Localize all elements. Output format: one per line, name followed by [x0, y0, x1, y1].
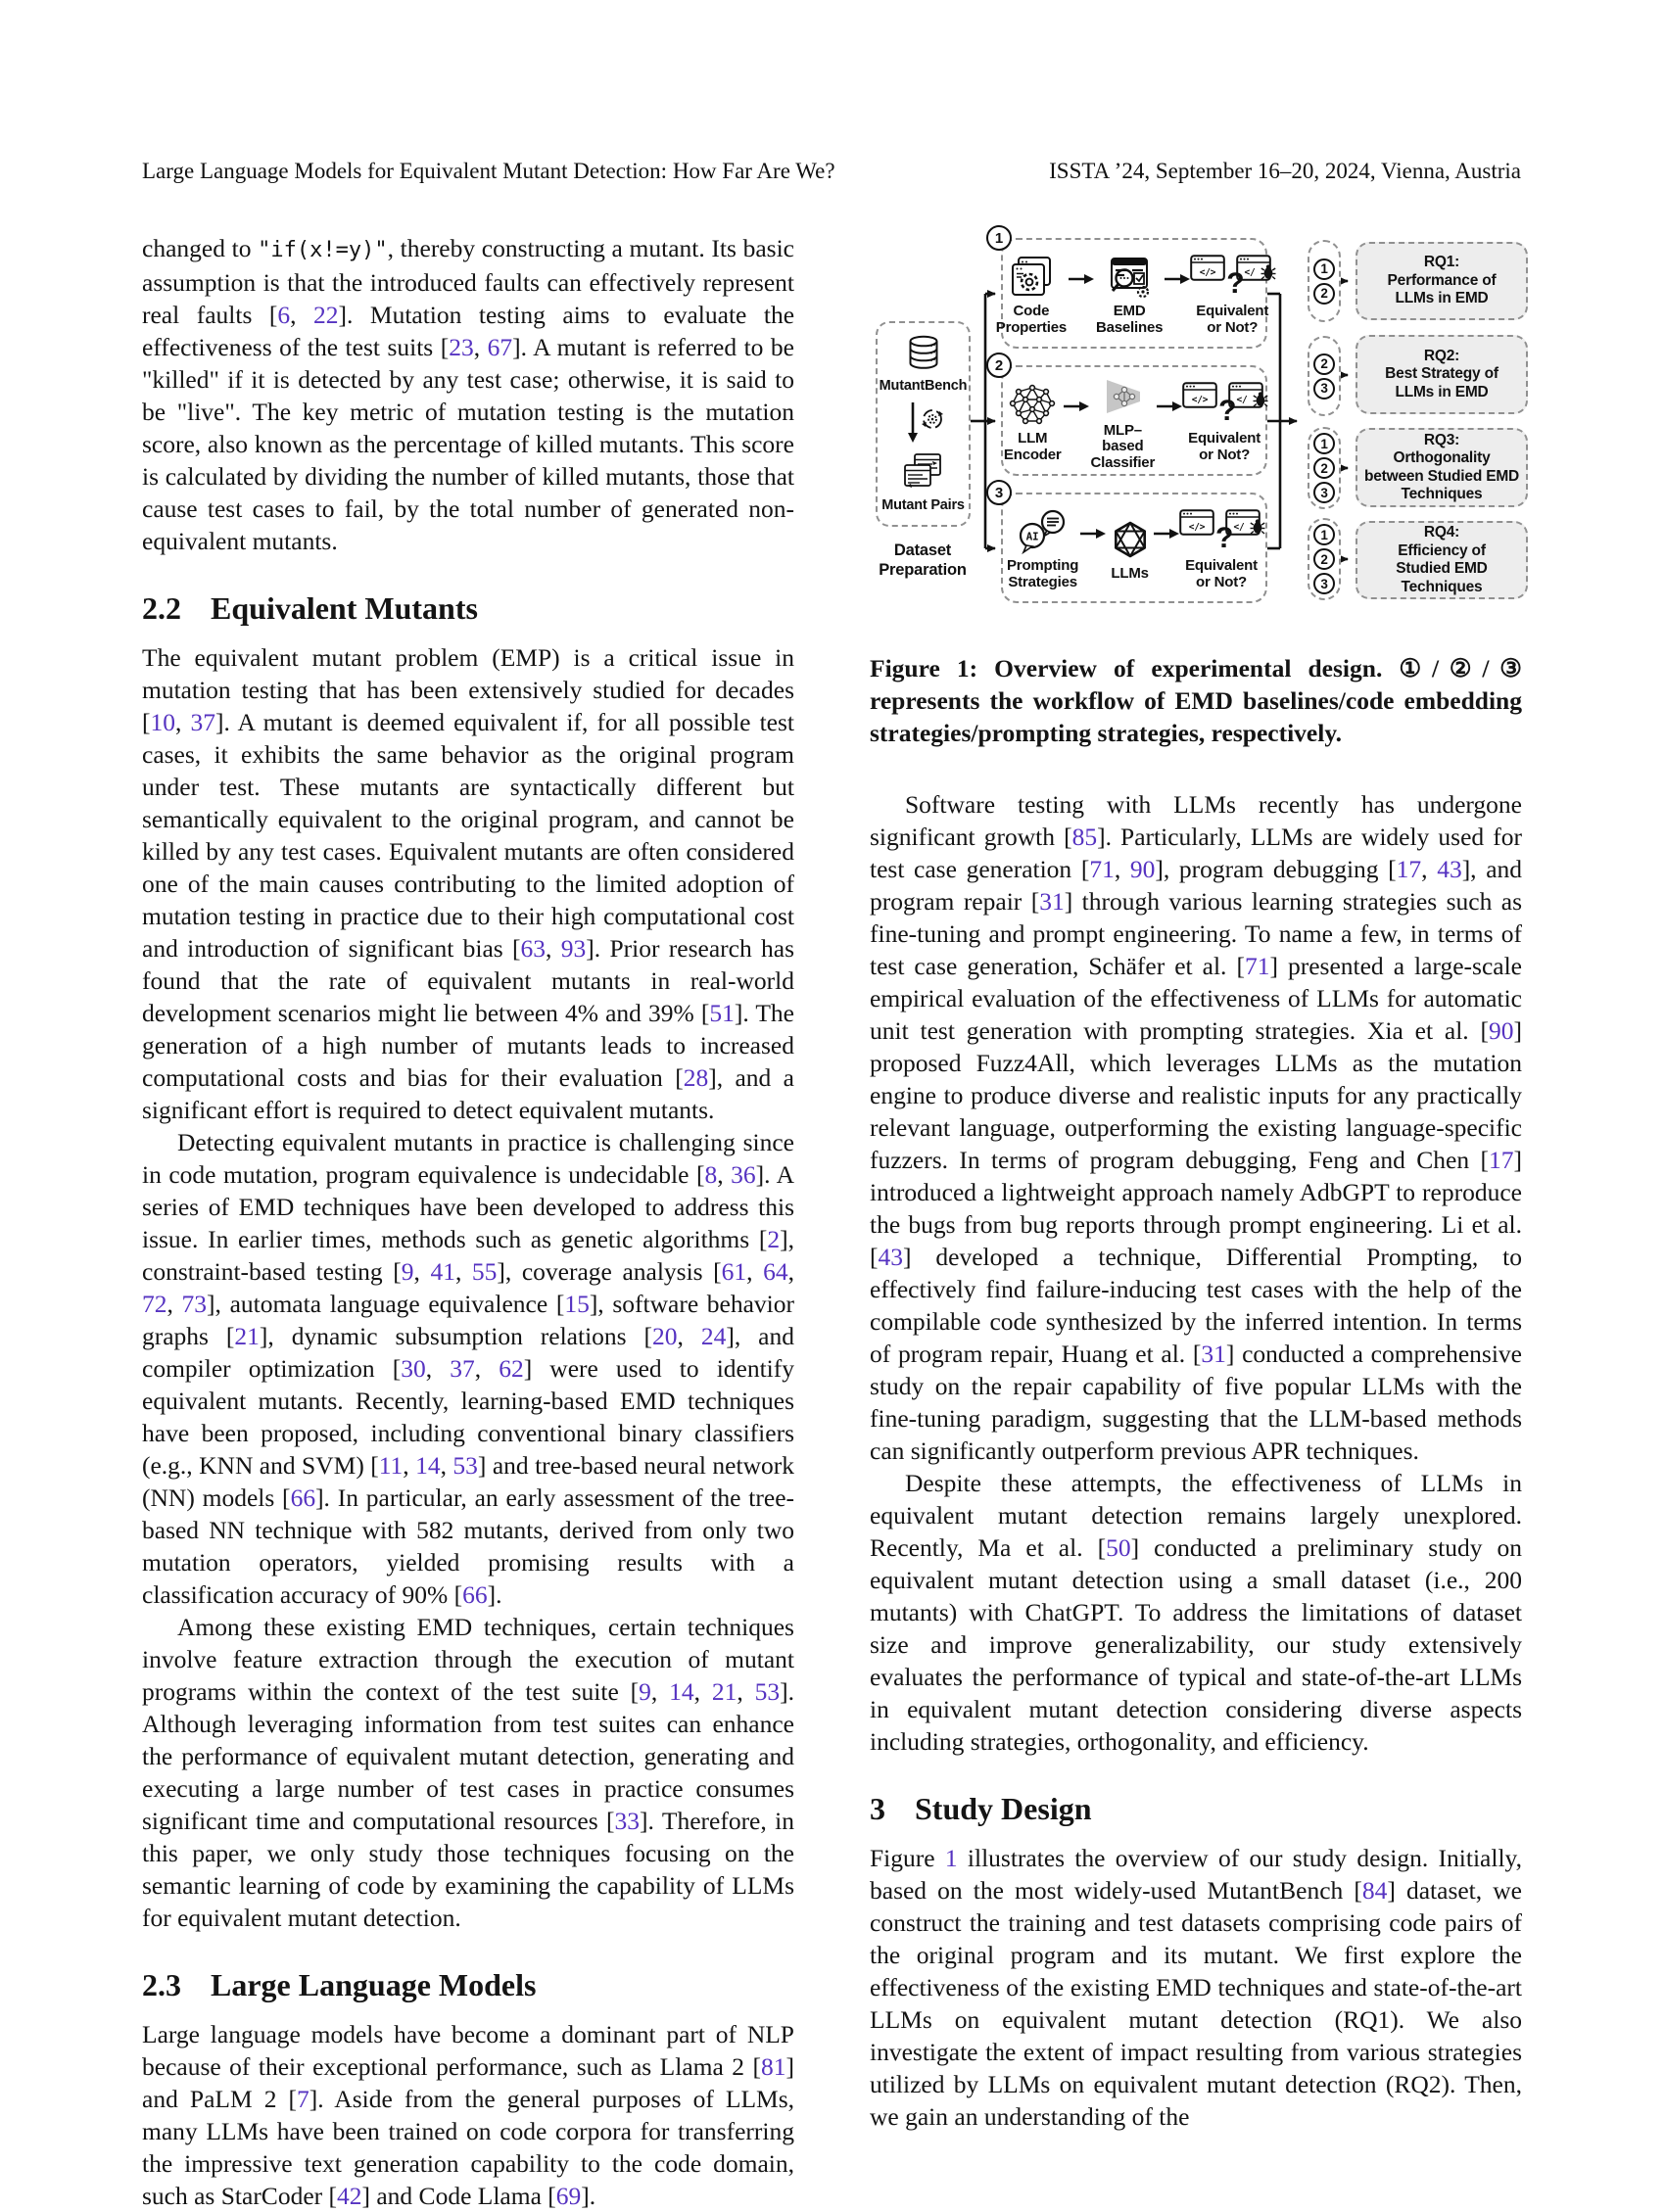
documents-icon — [903, 452, 944, 490]
dataset-preparation-label — [868, 541, 977, 580]
figure-1-diagram — [870, 206, 1528, 636]
rq4-workflow-badges — [1308, 518, 1341, 600]
citation-link[interactable]: 71 — [1244, 952, 1270, 980]
citation-link[interactable]: 9 — [401, 1257, 414, 1286]
badge-circle: 1 — [1313, 259, 1335, 280]
badge-circle: 2 — [1313, 353, 1335, 375]
citation-link[interactable]: 30 — [401, 1354, 426, 1383]
citation-link[interactable]: 8 — [704, 1160, 718, 1189]
question-mark: ? — [1215, 522, 1234, 554]
step-mlp-classifier — [1091, 370, 1156, 472]
arrow-right-icon — [1080, 528, 1106, 540]
workflow-number-2: 2 — [986, 353, 1012, 378]
section-heading-3 — [870, 1791, 1522, 1827]
rq3-box — [1356, 428, 1528, 507]
section-heading-2-3 — [142, 1967, 794, 2003]
citation-link[interactable]: 66 — [290, 1483, 316, 1512]
paragraph-equivalent-mutants-3: Among these existing EMD techniques, certain techniques involve feature extraction through the execution of mutant programs within the context of the test suite [9, 14, 21, 53]. Although leveraging information from test suites can enhance the performance of equivalent mutant detection, generating and executing a large number of test cases in practice consumes significant time and computational resources [33]. Therefore, in this paper, we only study those techniques focusing on the semantic learning of code by examining the capability of LLMs for equivalent mutant detection. — [142, 1613, 795, 1932]
rq3-workflow-badges — [1308, 427, 1341, 509]
citation-link[interactable]: 55 — [471, 1257, 498, 1286]
section-number: 3 — [870, 1791, 885, 1826]
citation-link[interactable]: 23 — [449, 333, 474, 361]
citation-link[interactable]: 28 — [683, 1063, 709, 1092]
step-label — [1185, 558, 1258, 590]
section-title: Study Design — [915, 1791, 1092, 1826]
section-title: Large Language Models — [211, 1967, 537, 2002]
rq2-workflow-badges — [1308, 336, 1341, 416]
figure-1-caption: Figure 1: Overview of experimental design. ①/②/③ represents the workflow of EMD baselines/code embedding strategies/prompting strategies, respectively. — [870, 654, 1522, 747]
rq-line: Studied EMD — [1396, 560, 1488, 577]
bug-icon — [1250, 518, 1265, 536]
citation-link[interactable]: 7 — [297, 2085, 309, 2113]
step-label-line: Encoder — [1003, 446, 1062, 463]
step-label-line: Classifier — [1090, 453, 1156, 471]
step-label-line: EMD — [1113, 303, 1146, 319]
chat-bubbles-ai-icon — [1018, 505, 1069, 558]
rq-line: Performance of — [1387, 271, 1497, 289]
paragraph-llm-testing: Software testing with LLMs recently has undergone significant growth [85]. Particularly, LLMs are widely used for test case generation [71, 90], program debugging [17, 43], and program repair [31] through various learning strategies such as fine-tuning and prompt engineering. To name a few, in terms of test case generation, Schäfer et al. [71] presented a large-scale empirical evaluation of the effectiveness of LLMs for automatic unit test generation with prompting strategies. Xia et al. [90] proposed Fuzz4All, which leverages LLMs as the mutation engine to produce diverse and realistic inputs for any practically relevant language, outperforming the existing language-specific fuzzers. In terms of program debugging, Feng and Chen [17] introduced a lightweight approach namely AdbGPT to reproduce the bugs from bug reports through prompt engineering. Li et al. [43] developed a technique, Differential Prompting, to effectively find failure-inducing test cases with the help of the compilable code synthesized by the inferred intention. In terms of program repair, Huang et al. [31] conducted a comprehensive study on the repair capability of five popular LLMs with the fine-tuning paradigm, suggesting that the LLM-based methods can significantly outperform previous APR techniques. — [870, 790, 1523, 1465]
svg-text:AI: AI — [1025, 530, 1039, 543]
badge-circle: 2 — [1313, 548, 1335, 570]
left-column — [142, 232, 794, 2212]
svg-text:</: </ — [1236, 395, 1248, 405]
step-label-line: or Not? — [1207, 318, 1259, 336]
citation-link[interactable]: 43 — [878, 1243, 903, 1271]
step-label-line: or Not? — [1196, 573, 1247, 590]
rq-title: RQ2: — [1423, 347, 1460, 364]
badge-circle: 3 — [1313, 378, 1335, 400]
paragraph-equivalent-mutants-2: Detecting equivalent mutants in practice is challenging since in code mutation, program equivalence is undecidable [8, 36]. A series of EMD techniques have been developed to address this issue. In earlier times, methods such as genetic algorithms [2], constraint-based testing [9, 41, 55], coverage analysis [61, 64, 72, 73], automata language equivalence [15], software behavior graphs [21], dynamic subsumption relations [20, 24], and compiler optimization [30, 37, 62] were used to identify equivalent mutants. Recently, learning-based EMD techniques have been proposed, including conventional binary classifiers (e.g., KNN and SVM) [11, 14, 53] and tree-based neural network (NN) models [66]. In particular, an early assessment of the tree-based NN technique with 582 mutants, derived from only two mutation operators, yielded promising results with a classification accuracy of 90% [66]. — [142, 1128, 795, 1609]
citation-link[interactable]: 84 — [1361, 1876, 1388, 1905]
citation-link[interactable]: 62 — [499, 1354, 524, 1383]
right-column — [870, 206, 1522, 2133]
database-icon — [907, 335, 940, 370]
step-equivalent-or-not — [1181, 505, 1261, 590]
svg-text:</>: </> — [1188, 522, 1206, 533]
step-label-line: or Not? — [1199, 446, 1251, 463]
citation-link[interactable]: 21 — [711, 1677, 737, 1706]
citation-link[interactable]: 64 — [763, 1257, 788, 1286]
citation-link[interactable]: 73 — [181, 1290, 208, 1318]
citation-link[interactable]: 53 — [452, 1451, 478, 1480]
code-properties-icon — [1009, 251, 1054, 304]
rq-line: Techniques — [1401, 486, 1483, 502]
citation-link[interactable]: 53 — [754, 1677, 781, 1706]
citation-link[interactable]: 51 — [709, 999, 735, 1027]
rq1-box — [1356, 242, 1528, 320]
step-label-line: Equivalent — [1185, 557, 1258, 574]
workflow-box-prompting — [1001, 493, 1267, 603]
paragraph-llms: Large language models have become a dominant part of NLP because of their exceptional performance, such as Llama 2 [81] and PaLM 2 [7]. Aside from the general purposes of LLMs, many LLMs have been trained on code corpora for transferring the impressive text generation capability to the code domain, such as StarCoder [42] and Code Llama [69]. — [142, 2020, 795, 2210]
paragraph-text: Figure — [870, 1844, 945, 1872]
arrow-right-icon — [1157, 400, 1182, 412]
network-mesh-icon — [1009, 378, 1056, 431]
citation-link[interactable]: 42 — [337, 2182, 362, 2210]
badge-circle: 2 — [1313, 283, 1335, 305]
citation-link[interactable]: 14 — [669, 1677, 694, 1706]
citation-link[interactable]: 90 — [1129, 855, 1156, 883]
paragraph-equivalent-mutants-1: The equivalent mutant problem (EMP) is a critical issue in mutation testing that has been extensively studied for decades [10, 37]. A mutant is deemed equivalent if, for all possible test cases, it exhibits the same behavior as the original program under test. These mutants are syntactically different but semantically equivalent to the original program, and cannot be killed by any test cases. Equivalent mutants are often considered one of the main causes contributing to the limited adoption of mutation testing in practice due to their high computational cost and introduction of significant bias [63, 93]. Prior research has found that the rate of equivalent mutants in real-world development scenarios might lie between 4% and 39% [51]. The generation of a high number of mutants leads to increased computational costs and bias for their evaluation [28], and a significant effort is required to detect equivalent mutants. — [142, 643, 795, 1124]
rq4-box — [1356, 521, 1528, 599]
step-label — [1004, 431, 1062, 463]
citation-link[interactable]: 31 — [1201, 1340, 1226, 1368]
gear-sync-icon — [902, 401, 945, 445]
code-windows-question-icon — [1182, 378, 1266, 431]
openai-logo-icon — [1109, 513, 1152, 566]
step-llm-encoder — [1004, 378, 1062, 463]
citation-link[interactable]: 72 — [142, 1290, 167, 1318]
rq-line: Best Strategy of — [1385, 365, 1498, 383]
dataset-caption-line: Preparation — [879, 561, 967, 579]
arrow-right-icon — [1069, 273, 1094, 285]
step-label-line: MLP–based — [1102, 421, 1144, 455]
citation-link[interactable]: 37 — [450, 1354, 475, 1383]
rq-line: between Studied EMD — [1363, 467, 1520, 485]
step-label-line: Equivalent — [1196, 303, 1269, 319]
arrow-right-icon — [1165, 273, 1190, 285]
citation-link[interactable]: 11 — [378, 1451, 404, 1480]
paragraph-llm-emd-gap: Despite these attempts, the effectiveness of LLMs in equivalent mutant detection remains largely unexplored. Recently, Ma et al. [50] conducted a preliminary study on equivalent mutant detection using a small dataset (i.e., 200 mutants) with ChatGPT. To address the limitations of dataset size and improve generalizability, our study extensively evaluates the performance of typical and state-of-the-art LLMs in equivalent mutant detection considering diverse aspects including strategies, orthogonality, and efficiency. — [870, 1469, 1522, 1756]
citation-link[interactable]: 36 — [731, 1160, 756, 1189]
rq-line: Techniques — [1401, 578, 1483, 595]
rq-line: Efficiency of — [1398, 541, 1486, 559]
mutant-pairs-label: Mutant Pairs — [881, 496, 965, 513]
badge-circle: 1 — [1313, 524, 1335, 545]
bug-icon — [1261, 263, 1276, 281]
step-code-properties — [996, 251, 1067, 336]
arrow-right-icon — [1154, 528, 1179, 540]
svg-text:</>: </> — [1199, 267, 1216, 278]
step-label-line: Baselines — [1095, 318, 1164, 336]
workflow-number-1: 1 — [986, 225, 1012, 251]
svg-text:</: </ — [1244, 267, 1256, 278]
step-equivalent-or-not — [1184, 378, 1264, 463]
emd-baselines-icon — [1106, 251, 1153, 304]
rq-title: RQ3: — [1423, 431, 1460, 448]
rq-title: RQ4: — [1423, 524, 1460, 541]
badge-circle: 3 — [1313, 573, 1335, 594]
rq-title: RQ1: — [1423, 254, 1460, 271]
step-label-line: Code — [1013, 303, 1050, 319]
step-label-line: LLMs — [1111, 565, 1149, 583]
dataset-preparation-box — [876, 321, 971, 527]
dataset-caption-line: Dataset — [893, 541, 952, 559]
code-windows-question-icon — [1179, 505, 1263, 558]
citation-link[interactable]: 37 — [190, 708, 215, 736]
paragraph-mutation-testing — [142, 232, 794, 557]
citation-link[interactable]: 21 — [234, 1322, 260, 1350]
step-label — [1111, 566, 1148, 583]
rq1-workflow-badges — [1308, 240, 1341, 322]
rq-line: LLMs in EMD — [1395, 383, 1489, 400]
citation-link[interactable]: 43 — [1437, 855, 1462, 883]
citation-link[interactable]: 67 — [487, 333, 513, 361]
citation-link[interactable]: 17 — [1489, 1146, 1514, 1174]
badge-circle: 3 — [1313, 482, 1335, 503]
rq2-box — [1356, 335, 1528, 414]
citation-link[interactable]: 41 — [430, 1257, 455, 1286]
citation-link[interactable]: 63 — [520, 934, 547, 963]
citation-link[interactable]: 71 — [1089, 855, 1115, 883]
step-label-line: LLM — [1018, 430, 1048, 447]
section-title: Equivalent Mutants — [211, 590, 478, 626]
citation-link[interactable]: 69 — [555, 2182, 582, 2210]
svg-text:</: </ — [1233, 522, 1245, 533]
citation-link[interactable]: 50 — [1106, 1533, 1131, 1562]
citation-link[interactable]: 22 — [313, 301, 339, 329]
citation-link[interactable]: 6 — [277, 301, 291, 329]
running-head — [142, 159, 1521, 184]
step-label — [1188, 431, 1261, 463]
figure-reference-link[interactable]: 1 — [944, 1844, 958, 1872]
step-label-line: Prompting — [1007, 557, 1079, 574]
rq-line: Orthogonality — [1393, 449, 1491, 466]
section-heading-2-2 — [142, 590, 794, 627]
badge-circle: 2 — [1313, 457, 1335, 479]
step-label — [1196, 304, 1268, 336]
inline-code: "if(x!=y)" — [258, 238, 388, 262]
step-label — [1091, 423, 1156, 472]
running-head-title: Large Language Models for Equivalent Mutant Detection: How Far Are We? — [142, 159, 835, 183]
code-windows-question-icon — [1190, 251, 1274, 304]
step-label-line: Strategies — [1008, 573, 1077, 590]
svg-text:</>: </> — [1191, 395, 1209, 405]
step-label-line: Properties — [995, 318, 1067, 336]
citation-link[interactable]: 9 — [639, 1677, 651, 1706]
paragraph-study-design — [870, 1842, 1522, 2133]
citation-link[interactable]: 17 — [1396, 855, 1422, 883]
step-label — [1096, 304, 1163, 336]
citation-link[interactable]: 90 — [1489, 1016, 1514, 1045]
badge-circle: 1 — [1313, 433, 1335, 454]
step-emd-baselines — [1096, 251, 1163, 336]
citation-link[interactable]: 31 — [1039, 887, 1065, 916]
section-number: 2.3 — [142, 1967, 181, 2002]
citation-link[interactable]: 66 — [462, 1580, 488, 1609]
citation-link[interactable]: 14 — [415, 1451, 441, 1480]
section-number: 2.2 — [142, 590, 181, 626]
citation-link[interactable]: 61 — [721, 1257, 747, 1286]
step-llms — [1108, 513, 1152, 583]
citation-link[interactable]: 33 — [614, 1807, 641, 1835]
paragraph-text: , thereby constructing a mutant. Its basic assumption is that the introduced faults can effectively represent real faults [6, 22]. Mutation testing aims to evaluate the effectiveness of the test suits [23, 67]. A mutant is referred to be "killed" if it is detected by any test case; otherwise, it is said to be "live". The key metric of mutation testing is the mutation score, also known as the percentage of killed mutants. This score is calculated by dividing the number of killed mutants, those that cause test cases to fail, by the total number of generated non-equivalent mutants. — [142, 234, 795, 555]
citation-link[interactable]: 20 — [652, 1322, 678, 1350]
question-mark: ? — [1218, 395, 1237, 427]
question-mark: ? — [1226, 267, 1245, 300]
mlp-funnel-icon — [1101, 370, 1144, 423]
citation-link[interactable]: 93 — [560, 934, 587, 963]
running-head-venue: ISSTA ’24, September 16–20, 2024, Vienna, Austria — [1049, 159, 1521, 183]
step-equivalent-or-not — [1192, 251, 1272, 336]
rq-line: LLMs in EMD — [1395, 290, 1489, 307]
citation-link[interactable]: 24 — [700, 1322, 727, 1350]
bug-icon — [1253, 391, 1268, 408]
citation-link[interactable]: 2 — [767, 1225, 781, 1253]
step-label — [996, 304, 1067, 336]
step-prompting-strategies — [1007, 505, 1078, 590]
paragraph-text: illustrates the overview of our study design. Initially, based on the most widely-used MutantBench [84] dataset, we construct the training and test datasets comprising code pairs of the original program and its mutant. We first explore the effectiveness of the existing EMD techniques and state-of-the-art LLMs on equivalent mutant detection (RQ1). We also investigate the extent of impact resulting from various strategies utilized by LLMs on equivalent mutant detection (RQ2). Then, we gain an understanding of the — [870, 1844, 1523, 2131]
citation-link[interactable]: 85 — [1071, 823, 1098, 851]
arrow-right-icon — [1064, 400, 1089, 412]
citation-link[interactable]: 81 — [761, 2052, 786, 2081]
dataset-source-label: MutantBench — [879, 377, 968, 394]
workflow-box-emd-baselines — [995, 238, 1269, 349]
citation-link[interactable]: 10 — [150, 708, 175, 736]
workflow-number-3: 3 — [986, 480, 1012, 505]
step-label — [1007, 558, 1078, 590]
paragraph-text: changed to — [142, 234, 259, 262]
citation-link[interactable]: 15 — [564, 1290, 590, 1318]
workflow-box-code-embedding — [1001, 365, 1267, 476]
step-label-line: Equivalent — [1188, 430, 1261, 447]
